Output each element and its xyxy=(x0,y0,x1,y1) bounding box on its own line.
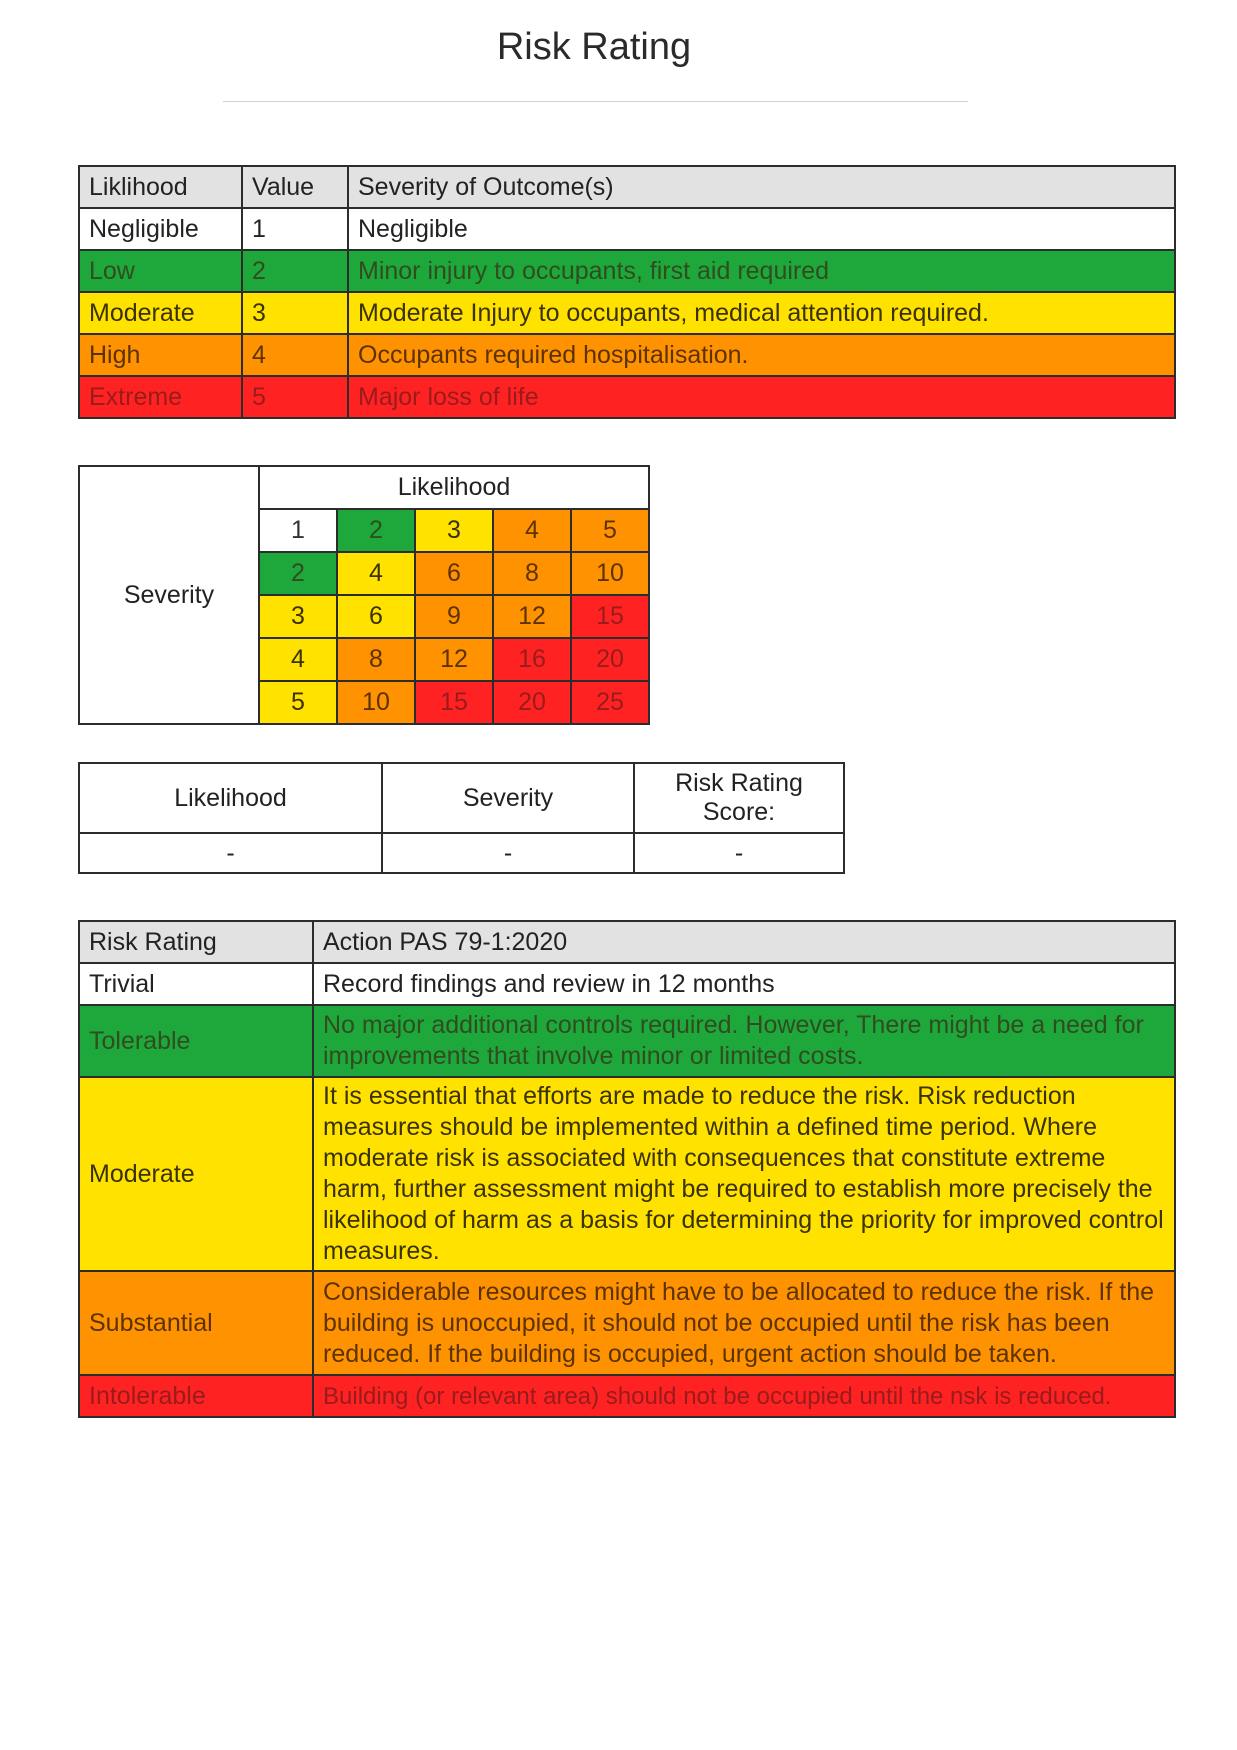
title-divider xyxy=(223,101,968,102)
matrix-likelihood-label: Likelihood xyxy=(259,466,649,509)
risk-score-table xyxy=(78,762,845,874)
page-title: Risk Rating xyxy=(496,26,692,68)
matrix-cell: 16 xyxy=(493,638,571,681)
outcome-cell: Occupants required hospitalisation. xyxy=(348,334,1175,376)
action-cell: Record findings and review in 12 months xyxy=(313,963,1175,1005)
matrix-cell: 15 xyxy=(571,595,649,638)
matrix-cell: 5 xyxy=(259,681,337,724)
risk-action-table xyxy=(78,920,1176,1418)
rating-cell: Trivial xyxy=(79,963,313,1005)
table-row xyxy=(79,1005,1175,1077)
matrix-cell: 12 xyxy=(493,595,571,638)
score-severity-value: - xyxy=(382,833,634,873)
score-header-likelihood: Likelihood xyxy=(79,763,382,833)
risk-matrix xyxy=(78,465,650,725)
outcome-cell: Negligible xyxy=(348,208,1175,250)
matrix-cell: 3 xyxy=(259,595,337,638)
value-cell: 3 xyxy=(242,292,348,334)
matrix-cell: 2 xyxy=(337,509,415,552)
matrix-cell: 6 xyxy=(337,595,415,638)
matrix-cell: 1 xyxy=(259,509,337,552)
rating-cell: Substantial xyxy=(79,1271,313,1375)
matrix-cell: 9 xyxy=(415,595,493,638)
matrix-cell: 4 xyxy=(493,509,571,552)
table-header-row xyxy=(79,166,1175,208)
table-row xyxy=(79,1375,1175,1417)
matrix-cell: 5 xyxy=(571,509,649,552)
action-cell: It is essential that efforts are made to reduce the risk. Risk reduction measures should be implemented within a defined time period. Where moderate risk is associated with consequences that constitute extreme harm, further assessment might be required to establish more precisely the likelihood of harm as a basis for determining the priority for improved control measures. xyxy=(313,1077,1175,1271)
action-cell: Building (or relevant area) should not be occupied until the nsk is reduced. xyxy=(313,1375,1175,1417)
score-likelihood-value: - xyxy=(79,833,382,873)
header-likelihood: Liklihood xyxy=(79,166,242,208)
table-row xyxy=(79,334,1175,376)
outcome-cell: Minor injury to occupants, first aid required xyxy=(348,250,1175,292)
likelihood-cell: Moderate xyxy=(79,292,242,334)
matrix-cell: 15 xyxy=(415,681,493,724)
header-severity: Severity of Outcome(s) xyxy=(348,166,1175,208)
outcome-cell: Moderate Injury to occupants, medical attention required. xyxy=(348,292,1175,334)
matrix-cell: 12 xyxy=(415,638,493,681)
matrix-cell: 20 xyxy=(571,638,649,681)
likelihood-cell: Negligible xyxy=(79,208,242,250)
matrix-cell: 4 xyxy=(337,552,415,595)
table-row xyxy=(79,963,1175,1005)
matrix-cell: 3 xyxy=(415,509,493,552)
value-cell: 2 xyxy=(242,250,348,292)
score-risk-value: - xyxy=(634,833,844,873)
rating-cell: Tolerable xyxy=(79,1005,313,1077)
table-row xyxy=(79,208,1175,250)
likelihood-cell: Extreme xyxy=(79,376,242,418)
table-row xyxy=(79,1271,1175,1375)
score-header-risk-rating: Risk Rating Score: xyxy=(634,763,844,833)
table-row xyxy=(79,250,1175,292)
matrix-cell: 25 xyxy=(571,681,649,724)
matrix-cell: 20 xyxy=(493,681,571,724)
matrix-cell: 8 xyxy=(337,638,415,681)
matrix-cell: 4 xyxy=(259,638,337,681)
action-cell: No major additional controls required. However, There might be a need for improvements that involve minor or limited costs. xyxy=(313,1005,1175,1077)
matrix-severity-label: Severity xyxy=(79,466,259,724)
header-risk-rating: Risk Rating xyxy=(79,921,313,963)
likelihood-cell: Low xyxy=(79,250,242,292)
matrix-cell: 2 xyxy=(259,552,337,595)
matrix-cell: 10 xyxy=(571,552,649,595)
likelihood-cell: High xyxy=(79,334,242,376)
rating-cell: Moderate xyxy=(79,1077,313,1271)
table-row xyxy=(79,376,1175,418)
header-action: Action PAS 79-1:2020 xyxy=(313,921,1175,963)
table-row xyxy=(79,292,1175,334)
matrix-cell: 10 xyxy=(337,681,415,724)
score-header-severity: Severity xyxy=(382,763,634,833)
table-row xyxy=(79,1077,1175,1271)
rating-cell: Intolerable xyxy=(79,1375,313,1417)
value-cell: 1 xyxy=(242,208,348,250)
matrix-cell: 8 xyxy=(493,552,571,595)
header-value: Value xyxy=(242,166,348,208)
value-cell: 5 xyxy=(242,376,348,418)
matrix-cell: 6 xyxy=(415,552,493,595)
action-cell: Considerable resources might have to be allocated to reduce the risk. If the building is unoccupied, it should not be occupied until the risk has been reduced. If the building is occupied, urgent action should be taken. xyxy=(313,1271,1175,1375)
severity-definition-table xyxy=(78,165,1176,419)
value-cell: 4 xyxy=(242,334,348,376)
outcome-cell: Major loss of life xyxy=(348,376,1175,418)
